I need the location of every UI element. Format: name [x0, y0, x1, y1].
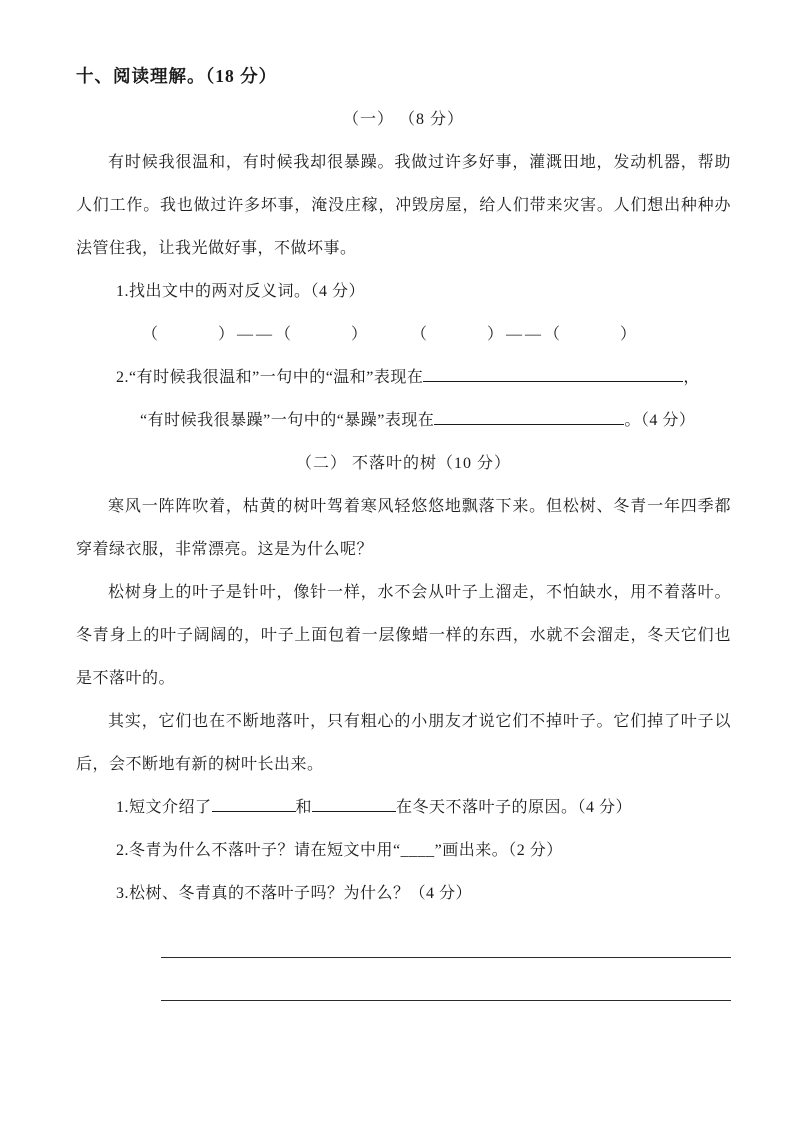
part2-heading: （二） 不落叶的树（10 分）	[295, 455, 511, 472]
part1-question-1: 1.找出文中的两对反义词。（4 分）	[116, 283, 366, 300]
part1-q1-antonym-blanks: （ ）——（ ） （ ）——（ ）	[142, 326, 640, 343]
part1-q2-line1-text: 2.“有时候我很温和”一句中的“温和”表现在	[116, 369, 424, 386]
part2-paragraph-1: 寒风一阵阵吹着，枯黄的树叶驾着寒风轻悠悠地飘落下来。但松树、冬青一年四季都穿着绿衣服，非常漂亮。这是为什么呢？	[76, 498, 731, 558]
fill-in-blank	[423, 367, 683, 382]
answer-line	[161, 915, 731, 958]
fill-in-blank	[212, 797, 296, 812]
part1-heading: （一） （8 分）	[342, 111, 464, 128]
fill-in-blank	[312, 797, 396, 812]
part2-paragraph-2: 松树身上的叶子是针叶，像针一样，水不会从叶子上溜走，不怕缺水，用不着落叶。冬青身上的叶子阔阔的，叶子上面包着一层像蜡一样的东西，水就不会溜走，冬天它们也是不落叶的。	[76, 584, 731, 687]
part2-question-1	[116, 786, 731, 829]
part1-question-2-line2	[140, 399, 731, 442]
part2-q1-mid: 和	[295, 799, 313, 816]
part1-passage: 有时候我很温和，有时候我却很暴躁。我做过许多好事，灌溉田地，发动机器，帮助人们工作。我也做过许多坏事，淹没庄稼，冲毁房屋，给人们带来灾害。人们想出种种办法管住我，让我光做好事，不做坏事。	[76, 154, 731, 257]
fill-in-blank	[434, 410, 624, 425]
part1-q2-line2-text: “有时候我很暴躁”一句中的“暴躁”表现在	[140, 412, 435, 429]
part1-question-2-line1	[116, 356, 731, 399]
part2-q1-post: 在冬天不落叶子的原因。（4 分）	[396, 799, 633, 816]
answer-line	[161, 958, 731, 1001]
part1-q2-line1-punct: ，	[683, 369, 700, 386]
section-title: 十、阅读理解。（18 分）	[76, 66, 278, 86]
part1-q2-line2-punct: 。（4 分）	[624, 412, 696, 429]
part2-q1-pre: 1.短文介绍了	[116, 799, 212, 816]
part2-paragraph-3: 其实，它们也在不断地落叶，只有粗心的小朋友才说它们不掉叶子。它们掉了叶子以后，会不断地有新的树叶长出来。	[76, 713, 731, 773]
part2-question-3: 3.松树、冬青真的不落叶子吗？为什么？（4 分）	[116, 885, 473, 902]
part2-question-2: 2.冬青为什么不落叶子？请在短文中用“____”画出来。（2 分）	[116, 842, 563, 859]
